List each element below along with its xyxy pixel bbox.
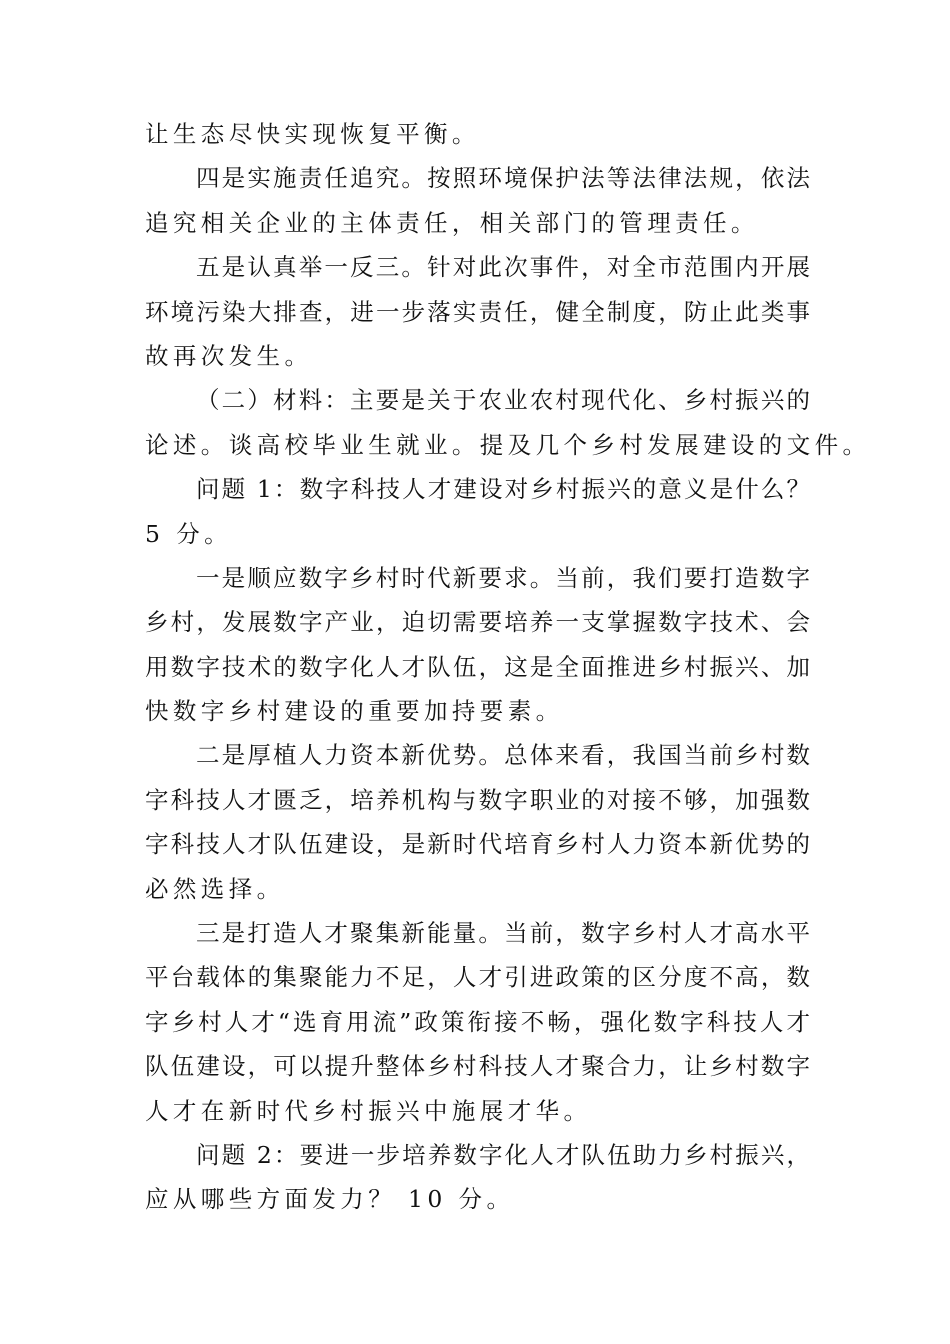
text-line: 字乡村人才“选育用流”政策衔接不畅，强化数字科技人才 bbox=[145, 1007, 810, 1036]
text-line: 一是顺应数字乡村时代新要求。当前，我们要打造数字 bbox=[196, 563, 810, 592]
text-line: 环境污染大排查，进一步落实责任，健全制度，防止此类事 bbox=[145, 297, 810, 326]
text-line: 平台载体的集聚能力不足，人才引进政策的区分度不高，数 bbox=[145, 963, 810, 992]
text-line: 必然选择。 bbox=[145, 874, 285, 903]
section-heading-line: （二）材料：主要是关于农业农村现代化、乡村振兴的 bbox=[196, 386, 810, 415]
text-line: 字科技人才队伍建设，是新时代培育乡村人力资本新优势的 bbox=[145, 830, 810, 859]
text-line: 四是实施责任追究。按照环境保护法等法律法规，依法 bbox=[196, 164, 810, 193]
text-line: 人才在新时代乡村振兴中施展才华。 bbox=[145, 1096, 592, 1125]
text-line: 故再次发生。 bbox=[145, 341, 313, 370]
text-line: 快数字乡村建设的重要加持要素。 bbox=[145, 697, 564, 726]
document-page bbox=[145, 112, 871, 1222]
question-line: 问题 1：数字科技人才建设对乡村振兴的意义是什么？ bbox=[196, 475, 810, 504]
text-line: 三是打造人才聚集新能量。当前，数字乡村人才高水平 bbox=[196, 919, 810, 948]
text-line: 五是认真举一反三。针对此次事件，对全市范围内开展 bbox=[196, 253, 810, 282]
text-line: 乡村，发展数字产业，迫切需要培养一支掌握数字技术、会 bbox=[145, 608, 810, 637]
text-line: 追究相关企业的主体责任，相关部门的管理责任。 bbox=[145, 208, 759, 237]
text-line: 二是厚植人力资本新优势。总体来看，我国当前乡村数 bbox=[196, 741, 810, 770]
text-line: 字科技人才匮乏，培养机构与数字职业的对接不够，加强数 bbox=[145, 785, 810, 814]
question-line: 问题 2：要进一步培养数字化人才队伍助力乡村振兴， bbox=[196, 1140, 810, 1169]
text-line: 用数字技术的数字化人才队伍，这是全面推进乡村振兴、加 bbox=[145, 652, 810, 681]
text-line: 队伍建设，可以提升整体乡村科技人才聚合力，让乡村数字 bbox=[145, 1052, 810, 1081]
text-line: 让生态尽快实现恢复平衡。 bbox=[145, 120, 480, 148]
question-line: 应从哪些方面发力？ 10 分。 bbox=[145, 1185, 515, 1214]
text-line: 论述。谈高校毕业生就业。提及几个乡村发展建设的文件。 bbox=[145, 430, 871, 459]
question-line: 5 分。 bbox=[145, 519, 233, 548]
